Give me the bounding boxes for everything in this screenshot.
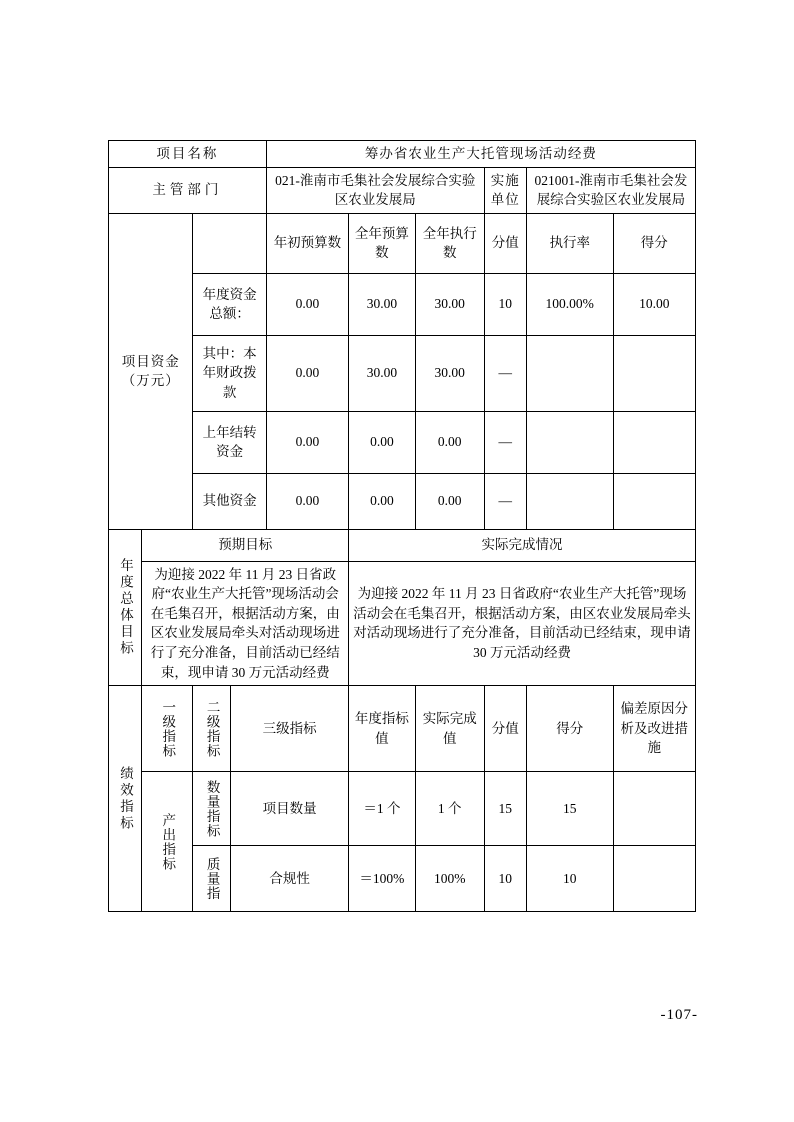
funds-section-label: 项目资金（万元）	[109, 213, 193, 529]
annual-goal-section-label: 年度总体目标	[109, 529, 142, 685]
table-row-funds-total	[109, 273, 696, 335]
table-row-project-name	[109, 141, 696, 168]
funds-total-score: 10.00	[613, 273, 695, 335]
col-header-year-budget: 全年预算数	[349, 213, 416, 273]
table-row-funds-other	[109, 473, 696, 529]
perf-level3-compliance: 合规性	[231, 846, 349, 912]
col-header-level2: 二级指标	[193, 686, 231, 772]
perf-level2-quantity: 数量指标	[193, 772, 231, 846]
table-row-funds-header	[109, 213, 696, 273]
perf-score-value-compliance: 10	[484, 846, 526, 912]
funds-label-fiscal: 其中：本年财政拨款	[193, 335, 266, 411]
perf-score-value-project-count: 15	[484, 772, 526, 846]
funds-other-exec-rate	[526, 473, 613, 529]
funds-total-score-value: 10	[484, 273, 526, 335]
funds-fiscal-score-value: —	[484, 335, 526, 411]
perf-deviation-project-count	[613, 772, 695, 846]
funds-label-other: 其他资金	[193, 473, 266, 529]
col-header-level1: 一级指标	[142, 686, 193, 772]
col-header-score-value: 分值	[484, 213, 526, 273]
funds-carryover-begin-budget: 0.00	[266, 411, 348, 473]
perf-level3-project-count: 项目数量	[231, 772, 349, 846]
col-header-exec-rate: 执行率	[526, 213, 613, 273]
table-row-perf-quality	[109, 846, 696, 912]
perf-level1-output: 产出指标	[142, 772, 193, 912]
funds-rowlabel-header	[193, 213, 266, 273]
dept-label: 主管部门	[109, 167, 267, 213]
funds-fiscal-score	[613, 335, 695, 411]
unit-value: 021001-淮南市毛集社会发展综合实验区农业发展局	[526, 167, 695, 213]
perf-level2-quality: 质量指	[193, 846, 231, 912]
funds-carryover-exec-rate	[526, 411, 613, 473]
table-row-perf-quantity	[109, 772, 696, 846]
funds-other-year-exec: 0.00	[415, 473, 484, 529]
funds-other-score-value: —	[484, 473, 526, 529]
perf-actual-project-count: 1 个	[415, 772, 484, 846]
funds-other-year-budget: 0.00	[349, 473, 416, 529]
expected-goal-header: 预期目标	[142, 529, 349, 561]
table-row-funds-carryover	[109, 411, 696, 473]
expected-goal-text: 为迎接 2022 年 11 月 23 日省政府“农业生产大托管”现场活动会在毛集召开，根据活动方案，由区农业发展局牵头对活动现场进行了充分准备，目前活动已经结束，现申请 30 万元活动经费	[142, 561, 349, 685]
funds-label-total: 年度资金总额：	[193, 273, 266, 335]
funds-total-exec-rate: 100.00%	[526, 273, 613, 335]
col-header-begin-budget: 年初预算数	[266, 213, 348, 273]
col-header-target-value: 年度指标值	[349, 686, 416, 772]
perf-actual-compliance: 100%	[415, 846, 484, 912]
page-number: -107-	[660, 1007, 698, 1023]
col-header-perf-score: 得分	[526, 686, 613, 772]
funds-fiscal-exec-rate	[526, 335, 613, 411]
perf-target-project-count: ＝1 个	[349, 772, 416, 846]
funds-label-carryover: 上年结转资金	[193, 411, 266, 473]
funds-fiscal-year-exec: 30.00	[415, 335, 484, 411]
col-header-deviation: 偏差原因分析及改进措施	[613, 686, 695, 772]
performance-section-label: 绩效指标	[109, 686, 142, 912]
funds-carryover-score	[613, 411, 695, 473]
unit-label: 实施单位	[484, 167, 526, 213]
table-row-department	[109, 167, 696, 213]
project-name-label: 项目名称	[109, 141, 267, 168]
actual-result-text: 为迎接 2022 年 11 月 23 日省政府“农业生产大托管”现场活动会在毛集召开，根据活动方案，由区农业发展局牵头对活动现场进行了充分准备，目前活动已经结束，现申请 30 万元活动经费	[349, 561, 696, 685]
perf-score-project-count: 15	[526, 772, 613, 846]
funds-carryover-score-value: —	[484, 411, 526, 473]
actual-result-header: 实际完成情况	[349, 529, 696, 561]
funds-carryover-year-budget: 0.00	[349, 411, 416, 473]
funds-fiscal-year-budget: 30.00	[349, 335, 416, 411]
col-header-perf-score-value: 分值	[484, 686, 526, 772]
col-header-year-exec: 全年执行数	[415, 213, 484, 273]
table-row-annual-goal-text	[109, 561, 696, 685]
funds-carryover-year-exec: 0.00	[415, 411, 484, 473]
col-header-actual-value: 实际完成值	[415, 686, 484, 772]
funds-total-year-budget: 30.00	[349, 273, 416, 335]
dept-value: 021-淮南市毛集社会发展综合实验区农业发展局	[266, 167, 484, 213]
perf-deviation-compliance	[613, 846, 695, 912]
table-row-perf-header	[109, 686, 696, 772]
col-header-score: 得分	[613, 213, 695, 273]
perf-score-compliance: 10	[526, 846, 613, 912]
perf-target-compliance: ＝100%	[349, 846, 416, 912]
funds-total-year-exec: 30.00	[415, 273, 484, 335]
funds-total-begin-budget: 0.00	[266, 273, 348, 335]
funds-fiscal-begin-budget: 0.00	[266, 335, 348, 411]
table-row-annual-goal-header	[109, 529, 696, 561]
funds-other-begin-budget: 0.00	[266, 473, 348, 529]
performance-evaluation-table	[108, 140, 696, 912]
project-name-value: 筹办省农业生产大托管现场活动经费	[266, 141, 695, 168]
col-header-level3: 三级指标	[231, 686, 349, 772]
table-row-funds-fiscal	[109, 335, 696, 411]
funds-other-score	[613, 473, 695, 529]
